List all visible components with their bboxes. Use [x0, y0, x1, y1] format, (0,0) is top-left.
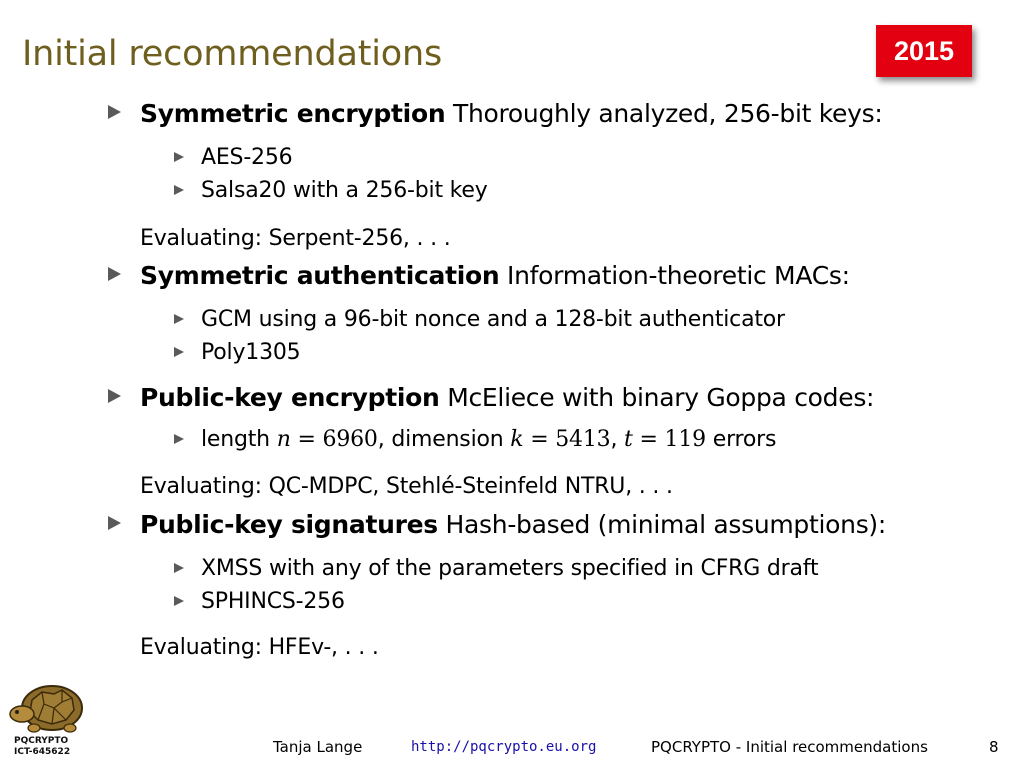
- footer-url[interactable]: http://pqcrypto.eu.org: [411, 739, 597, 755]
- section-desc: Hash-based (minimal assumptions):: [437, 510, 886, 539]
- triangle-bullet-icon: [108, 389, 121, 403]
- sub-bullet-text: AES-256: [201, 145, 293, 170]
- triangle-bullet-icon: [174, 596, 184, 606]
- math-eq: =: [290, 427, 323, 452]
- sub-bullet: [201, 589, 345, 614]
- evaluating-note: Evaluating: QC-MDPC, Stehlé-Steinfeld NTRU, . . .: [140, 474, 673, 499]
- footer-author: Tanja Lange: [273, 738, 363, 756]
- sub-bullet-text: Poly1305: [201, 340, 301, 365]
- slide-title: Initial recommendations: [22, 34, 443, 74]
- year-badge: 2015: [876, 25, 972, 77]
- math-value-t: 119: [664, 427, 706, 452]
- triangle-bullet-icon: [108, 105, 121, 119]
- bullet-public-key-signatures: [140, 510, 886, 539]
- triangle-bullet-icon: [174, 314, 184, 324]
- section-desc: McEliece with binary Goppa codes:: [439, 383, 875, 412]
- section-desc: Information-theoretic MACs:: [499, 261, 850, 290]
- bullet-symmetric-encryption: [140, 99, 882, 128]
- triangle-bullet-icon: [174, 185, 184, 195]
- param-text: length: [201, 427, 277, 452]
- math-var-t: t: [624, 427, 633, 452]
- param-text: ,: [610, 427, 625, 452]
- logo-name: PQCRYPTO: [14, 736, 69, 746]
- sub-bullet-text: GCM using a 96-bit nonce and a 128-bit authenticator: [201, 307, 785, 332]
- sub-bullet: [201, 145, 292, 170]
- param-text: errors: [705, 427, 777, 452]
- math-value-n: 6960: [322, 427, 378, 452]
- sub-bullet: [201, 340, 300, 365]
- logo-grant: ICT-645622: [14, 747, 71, 757]
- math-eq: =: [523, 427, 556, 452]
- triangle-bullet-icon: [174, 563, 184, 573]
- section-heading: Symmetric authentication: [140, 261, 500, 290]
- bullet-symmetric-authentication: [140, 261, 850, 290]
- section-heading: Public-key encryption: [140, 383, 440, 412]
- footer-title: PQCRYPTO - Initial recommendations: [651, 738, 928, 756]
- sub-bullet-text: SPHINCS-256: [201, 589, 345, 614]
- sub-bullet-text: XMSS with any of the parameters specified in CFRG draft: [201, 556, 819, 581]
- bullet-public-key-encryption: [140, 383, 874, 412]
- section-desc: Thoroughly analyzed, 256-bit keys:: [445, 99, 883, 128]
- triangle-bullet-icon: [108, 516, 121, 530]
- sub-bullet: [201, 307, 785, 332]
- sub-bullet: [201, 556, 818, 581]
- math-var-k: k: [510, 427, 524, 452]
- triangle-bullet-icon: [108, 267, 121, 281]
- section-heading: Symmetric encryption: [140, 99, 446, 128]
- triangle-bullet-icon: [174, 152, 184, 162]
- math-value-k: 5413: [555, 427, 611, 452]
- sub-bullet-parameters: [201, 427, 776, 452]
- page-number: 8: [989, 738, 999, 756]
- sub-bullet: [201, 178, 488, 203]
- sub-bullet-text: Salsa20 with a 256-bit key: [201, 178, 488, 203]
- evaluating-note: Evaluating: HFEv-, . . .: [140, 635, 379, 660]
- evaluating-note: Evaluating: Serpent-256, . . .: [140, 226, 451, 251]
- triangle-bullet-icon: [174, 347, 184, 357]
- triangle-bullet-icon: [174, 434, 184, 444]
- turtle-icon: [8, 680, 88, 736]
- section-heading: Public-key signatures: [140, 510, 438, 539]
- param-text: , dimension: [377, 427, 511, 452]
- math-var-n: n: [276, 427, 291, 452]
- math-eq: =: [632, 427, 665, 452]
